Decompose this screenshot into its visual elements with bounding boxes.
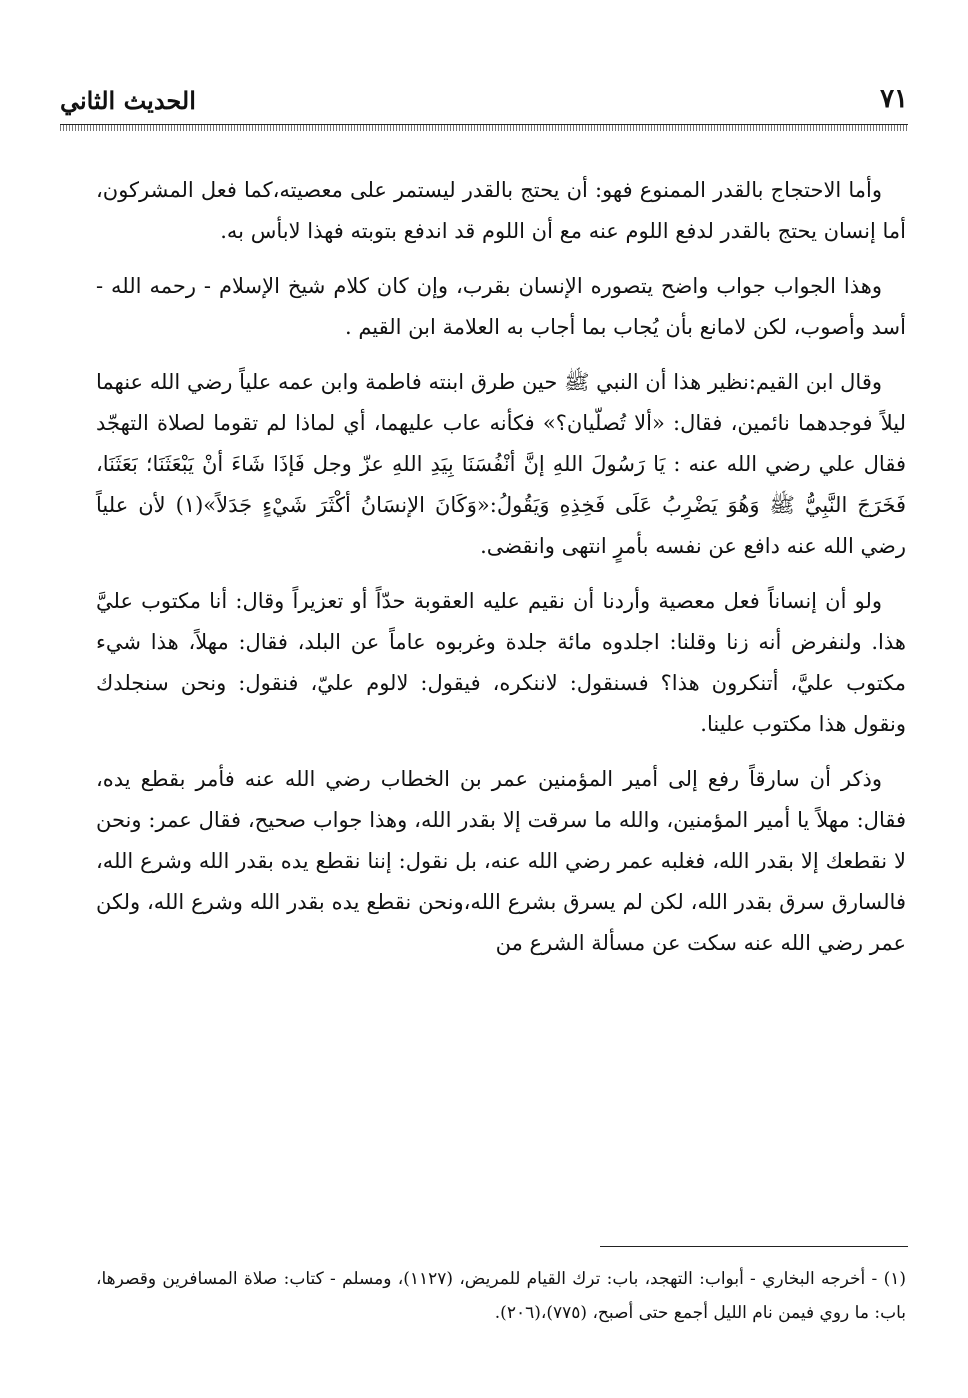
running-title: الحديث الثاني	[60, 86, 196, 115]
footnote: (١) - أخرجه البخاري - أبواب: التهجد، باب: ترك القيام للمريض، (١١٢٧)، ومسلم - كتاب: صلاة المسافرين وقصرها، باب: ما روي فيمن نام الليل أجمع حتى أصبح، (٧٧٥)،(٢٠٦).	[96, 1269, 906, 1323]
footnotes	[96, 1262, 906, 1330]
paragraph: وقال ابن القيم:نظير هذا أن النبي ﷺ حين طرق ابنته فاطمة وابن عمه علياً رضي الله عنهما ليلاً فوجدهما نائمين، فقال: «ألا تُصلّيان؟» فكأنه عاب عليهما، أي لماذا لم تقوما لصلاة التهجّد فقال علي رضي الله عنه : يَا رَسُولَ اللهِ إنَّ أنْفُسَنَا بِيَدِ اللهِ عزّ وجل فَإذَا شَاءَ أنْ يَبْعَثَنَا؛ بَعَثَنَا، فَخَرَجَ النَّبِيُّ ﷺ وَهُوَ يَضْرِبُ عَلَى فَخِذِهِ وَيَقُولُ:«وَكَانَ الإنسَانُ أكْثَرَ شَيْءٍ جَدَلاً»(١) لأن علياً رضي الله عنه دافع عن نفسه بأمرٍ انتهى وانقضى.	[96, 370, 906, 558]
header-rule	[60, 124, 908, 131]
page-header	[60, 84, 908, 120]
body-text	[96, 170, 906, 978]
paragraph: وذكر أن سارقاً رفع إلى أمير المؤمنين عمر بن الخطاب رضي الله عنه فأمر بقطع يده، فقال: مهلاً يا أمير المؤمنين، والله ما سرقت إلا بقدر الله، وهذا جواب صحيح، فقال عمر: ونحن لا نقطعك إلا بقدر الله، فغلبه عمر رضي الله عنه، بل نقول: إننا نقطع يده بقدر الله وشرع الله، فالسارق سرق بقدر الله، لكن لم يسرق بشرع الله،ونحن نقطع يده بقدر الله وشرع الله، ولكن عمر رضي الله عنه سكت عن مسألة الشرع من	[96, 767, 906, 955]
footnote-rule	[600, 1246, 908, 1247]
page-number: ٧١	[880, 84, 908, 114]
paragraph: وهذا الجواب جواب واضح يتصوره الإنسان بقرب، وإن كان كلام شيخ الإسلام - رحمه الله - أسد وأصوب، لكن لامانع بأن يُجاب بما أجاب به العلامة ابن القيم .	[96, 274, 906, 339]
paragraph: وأما الاحتجاج بالقدر الممنوع فهو: أن يحتج بالقدر ليستمر على معصيته،كما فعل المشركون، أما إنسان يحتج بالقدر لدفع اللوم عنه مع أن اللوم قد اندفع بتوبته فهذا لابأس به.	[96, 178, 906, 243]
paragraph: ولو أن إنساناً فعل معصية وأردنا أن نقيم عليه العقوبة حدّاً أو تعزيراً وقال: أنا مكتوب عليَّ هذا. ولنفرض أنه زنا وقلنا: اجلدوه مائة جلدة وغربوه عاماً عن البلد، فقال: مهلاً، هذا شيء مكتوب عليَّ، أتنكرون هذا؟ فسنقول: لاننكره، فيقول: لالوم عليّ، فنقول: ونحن سنجلدك ونقول هذا مكتوب علينا.	[96, 589, 906, 736]
